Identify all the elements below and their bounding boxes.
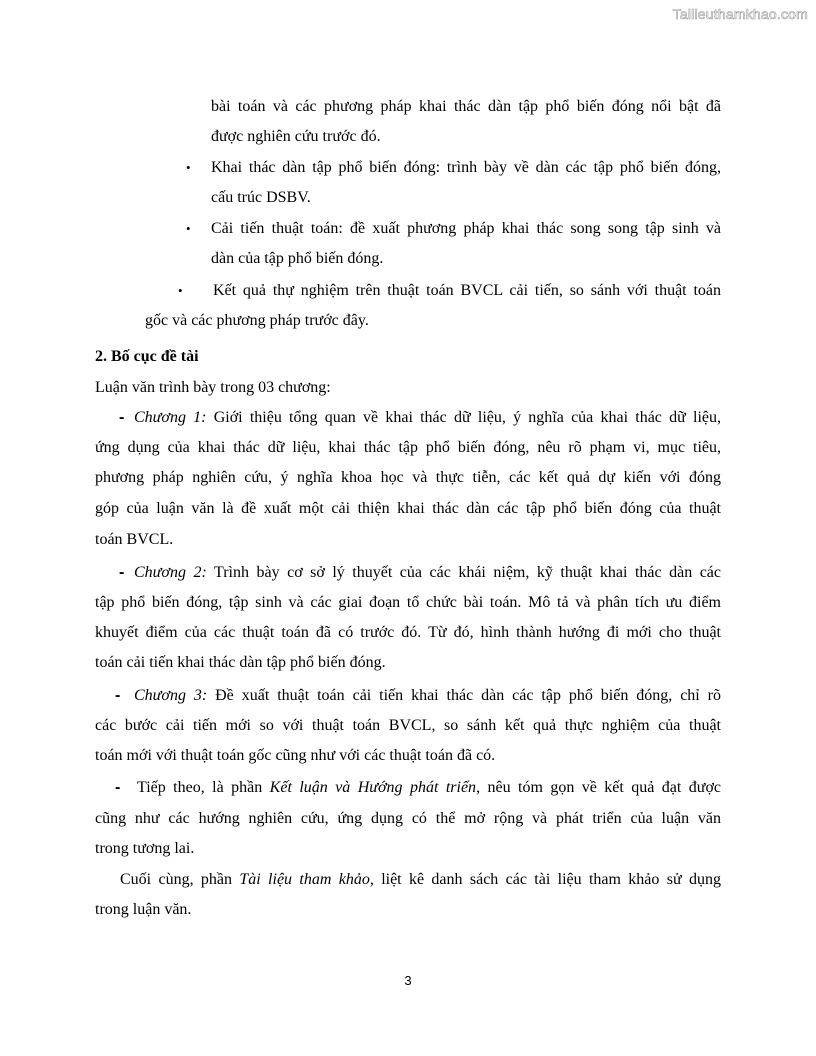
references-line: trong luận văn.: [95, 901, 192, 918]
chapter2-line: khuyết điểm của các thuật toán đã có trước đó. Từ đó, hình thành hướng đi mới cho thuật: [95, 624, 721, 641]
references-line: Cuối cùng, phần Tài liệu tham khảo, liệt kê danh sách các tài liệu tham khảo sử dụng: [120, 871, 721, 888]
chapter2-line: Chương 2: Trình bày cơ sở lý thuyết của các khái niệm, kỹ thuật khai thác dàn các: [134, 564, 722, 581]
objective-item-line: dàn của tập phổ biến đóng.: [211, 250, 384, 267]
bullet-icon: •: [186, 221, 191, 236]
chapter1-line: ứng dụng của khai thác dữ liệu, khai thác tập phổ biến đóng, nêu rõ phạm vi, mục tiêu,: [95, 439, 721, 456]
bullet-icon: •: [178, 283, 183, 298]
chapter1-line: phương pháp nghiên cứu, ý nghĩa khoa học và thực tiễn, các kết quả dự kiến với đóng: [95, 469, 721, 486]
chapter2-line: toán cải tiến khai thác dàn tập phổ biến đóng.: [95, 654, 386, 671]
dash-bullet: -: [119, 409, 125, 426]
objective-item-line: Khai thác dàn tập phổ biến đóng: trình bày về dàn các tập phổ biến đóng,: [211, 159, 721, 176]
chapter3-line: các bước cải tiến mới so với thuật toán BVCL, so sánh kết quả thực nghiệm của thuật: [95, 717, 721, 734]
chapter1-line: góp của luận văn là đề xuất một cải thiện khai thác dàn các tập phổ biến đóng của thuật: [95, 500, 721, 517]
page-number: 3: [404, 973, 412, 988]
objective-continued-line: bài toán và các phương pháp khai thác dàn tập phổ biến đóng nổi bật đã: [211, 98, 721, 115]
objective-item-line: cấu trúc DSBV.: [211, 189, 311, 206]
objective-item-line: gốc và các phương pháp trước đây.: [145, 312, 369, 329]
watermark-text: Tailieuthamkhao.com: [672, 6, 808, 22]
chapter3-line: toán mới với thuật toán gốc cũng như với các thuật toán đã có.: [95, 747, 496, 764]
objective-item-line: Kết quả thự nghiệm trên thuật toán BVCL cải tiến, so sánh với thuật toán: [213, 282, 721, 299]
conclusion-line: Tiếp theo, là phần Kết luận và Hướng phát triển, nêu tóm gọn về kết quả đạt được: [137, 779, 722, 796]
dash-bullet: -: [119, 564, 125, 581]
objective-continued-line: được nghiên cứu trước đó.: [211, 128, 381, 145]
conclusion-line: cũng như các hướng nghiên cứu, ứng dụng có thể mở rộng và phát triển của luận văn: [95, 810, 721, 827]
conclusion-line: trong tương lai.: [95, 840, 195, 857]
section-heading: 2. Bố cục đề tài: [95, 348, 199, 365]
chapter3-line: Chương 3: Đề xuất thuật toán cải tiến khai thác dàn các tập phổ biến đóng, chỉ rõ: [134, 687, 722, 704]
chapter2-line: tập phổ biến đóng, tập sinh và các giai đoạn tổ chức bài toán. Mô tả và phân tích ưu điểm: [95, 594, 721, 611]
chapter1-line: Chương 1: Giới thiệu tổng quan về khai thác dữ liệu, ý nghĩa của khai thác dữ liệu,: [134, 409, 721, 426]
bullet-icon: •: [186, 160, 191, 175]
objective-item-line: Cải tiến thuật toán: đề xuất phương pháp khai thác song song tập sinh và: [211, 220, 721, 237]
dash-bullet: -: [115, 687, 121, 704]
section-intro: Luận văn trình bày trong 03 chương:: [95, 379, 331, 396]
chapter1-line: toán BVCL.: [95, 531, 174, 548]
dash-bullet: -: [115, 779, 121, 796]
